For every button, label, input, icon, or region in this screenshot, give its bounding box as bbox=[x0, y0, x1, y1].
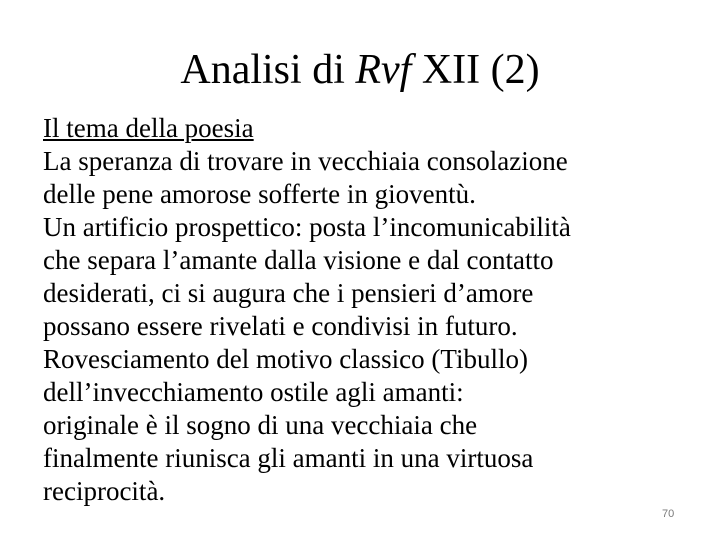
slide-body bbox=[43, 112, 703, 508]
paragraph-line: delle pene amorose sofferte in gioventù. bbox=[43, 179, 476, 209]
paragraph-line: dell’invecchiamento ostile agli amanti: bbox=[43, 377, 464, 407]
paragraph-line: reciprocità. bbox=[43, 476, 166, 506]
paragraph-3 bbox=[43, 343, 703, 508]
paragraph-2 bbox=[43, 211, 703, 343]
paragraph-line: La speranza di trovare in vecchiaia consolazione bbox=[43, 146, 568, 176]
title-italic: Rvf bbox=[355, 47, 412, 93]
paragraph-line: che separa l’amante dalla visione e dal contatto bbox=[43, 245, 554, 275]
page-number: 70 bbox=[662, 508, 675, 520]
heading-paragraph bbox=[43, 112, 703, 145]
paragraph-line: desiderati, ci si augura che i pensieri d’amore bbox=[43, 278, 534, 308]
slide-title bbox=[0, 40, 720, 100]
title-prefix: Analisi di bbox=[180, 47, 356, 93]
paragraph-line: possano essere rivelati e condivisi in futuro. bbox=[43, 311, 518, 341]
paragraph-line: finalmente riunisca gli amanti in una virtuosa bbox=[43, 443, 534, 473]
title-suffix: XII (2) bbox=[411, 47, 540, 93]
paragraph-line: Rovesciamento del motivo classico (Tibullo) bbox=[43, 344, 528, 374]
paragraph-line: originale è il sogno di una vecchiaia che bbox=[43, 410, 478, 440]
paragraph-line: Un artificio prospettico: posta l’incomunicabilità bbox=[43, 212, 571, 242]
section-heading: Il tema della poesia bbox=[43, 113, 254, 143]
paragraph-1 bbox=[43, 145, 703, 211]
